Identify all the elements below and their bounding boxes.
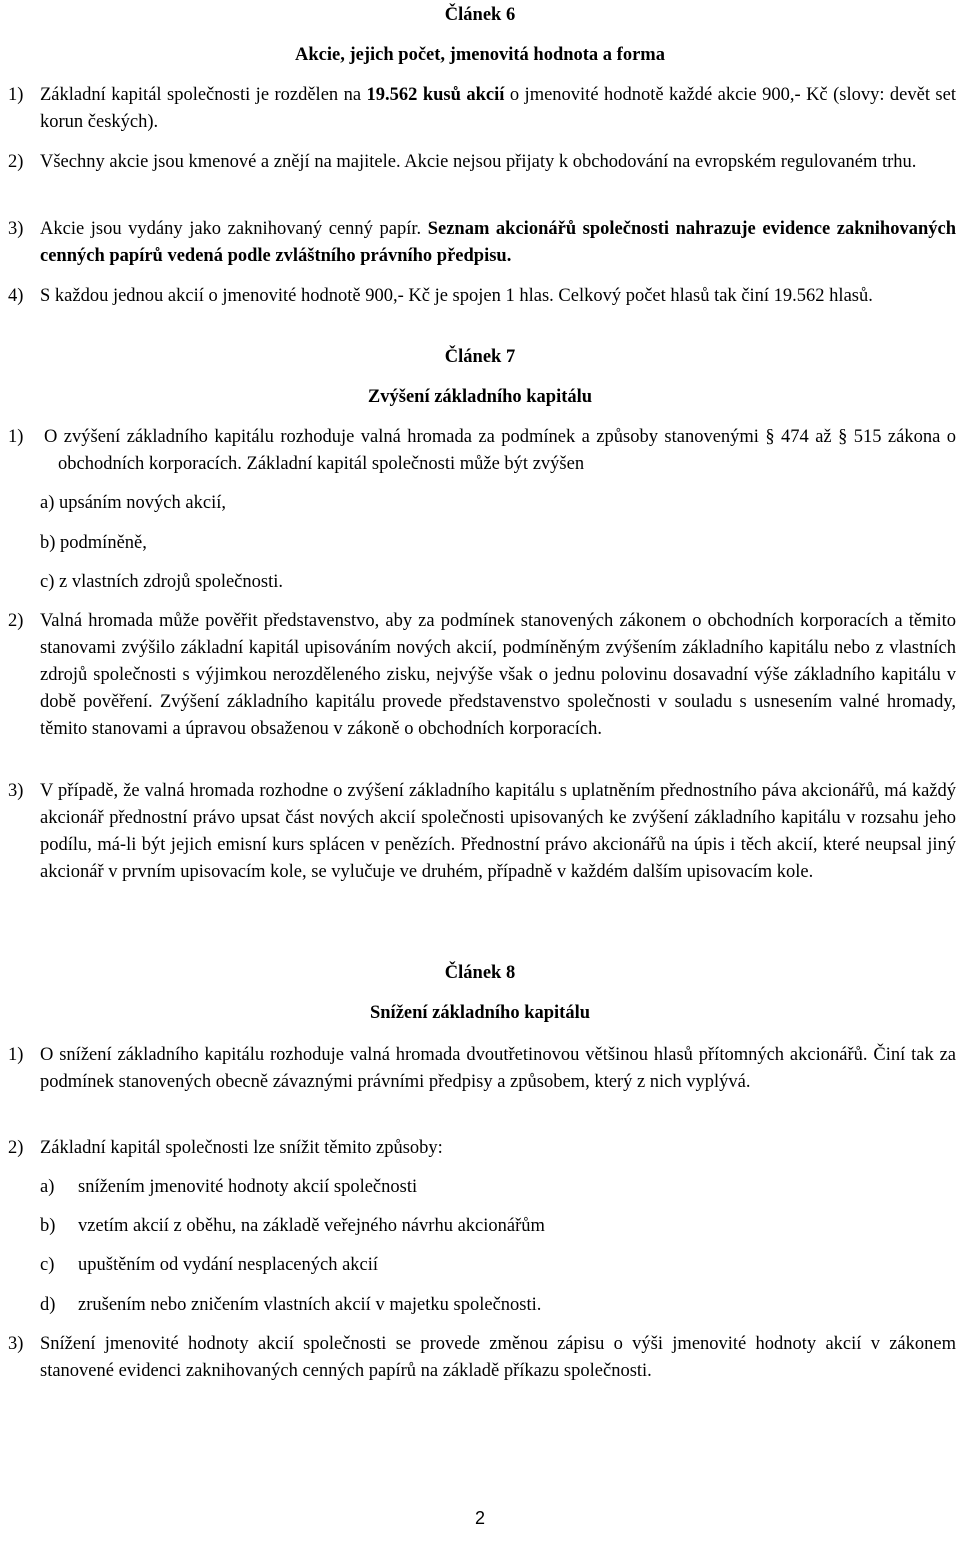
paragraph-text: S každou jednou akcií o jmenovité hodnotě 900,- Kč je spojen 1 hlas. Celkový počet hlasů tak činí 19.562 hlasů.: [40, 286, 873, 306]
paragraph-text: Základní kapitál společnosti lze snížit těmito způsoby:: [40, 1138, 443, 1158]
list-item: [40, 1252, 378, 1279]
article-8-title: Článek 8: [444, 963, 516, 983]
list-item: b) podmíněně,: [40, 533, 147, 553]
list-item: [40, 1174, 417, 1201]
article-7-subtitle: Zvýšení základního kapitálu: [367, 387, 593, 407]
list-item: c) z vlastních zdrojů společnosti.: [40, 572, 284, 592]
paragraph-number: 2): [8, 611, 24, 631]
article-8-paragraph-1: [8, 1042, 956, 1096]
article-7-paragraph-3: [8, 778, 956, 886]
list-item-text: upuštěním od vydání nesplacených akcií: [78, 1255, 379, 1275]
paragraph-number: 2): [8, 152, 24, 172]
paragraph-text: Všechny akcie jsou kmenové a znějí na majitele. Akcie nejsou přijaty k obchodování na evropském regulovaném trhu.: [40, 152, 917, 172]
paragraph-text: Valná hromada může pověřit představenstvo, aby za podmínek stanovených zákonem o obchodních korporacích a těmito stanovami zvýšilo základní kapitál upisováním nových akcií, podmíněným zvýšením základního kapitálu nebo z vlastních zdrojů společnosti s výjimkou nerozděleného zisku, nejvýše však o jednu polovinu dosavadní výše základního kapitálu v době pověření. Zvýšení základního kapitálu provede představenstvo společnosti v souladu s usnesením valné hromady, těmito stanovami a úpravou obsaženou v zákoně o obchodních korporacích.: [40, 611, 956, 739]
paragraph-number: 1): [8, 1045, 24, 1065]
article-6-paragraph-4: [8, 283, 956, 310]
article-6-paragraph-3: [8, 216, 956, 270]
paragraph-text: V případě, že valná hromada rozhodne o zvýšení základního kapitálu s uplatněním přednostního páva akcionářů, má každý akcionář přednostní právo upsat část nových akcií společnosti upisovaných ke zvýšení základního kapitálu v rozsahu jeho podílu, má-li být jejich emisní kurs splácen v penězích. Přednostní právo akcionářů na úpis i těch akcií, které neupsal jiný akcionář v prvním upisovacím kole, se vylučuje ve druhém, případně v každém dalším upisovacím kole.: [40, 781, 956, 882]
paragraph-bold-text: Seznam akcionářů společnosti nahrazuje evidence zaknihovaných cenných papírů vedená podle zvláštního právního předpisu.: [40, 219, 956, 266]
article-6-subtitle: Akcie, jejich počet, jmenovitá hodnota a forma: [295, 45, 665, 65]
paragraph-text: O zvýšení základního kapitálu rozhoduje valná hromada za podmínek a způsoby stanovenými § 474 až § 515 zákona o obchodních korporacích. Základní kapitál společnosti může být zvýšen: [44, 427, 956, 474]
paragraph-number: 3): [8, 781, 24, 801]
paragraph-number: 4): [8, 286, 24, 306]
list-item: [40, 1213, 545, 1240]
page-number: 2: [474, 1508, 485, 1528]
list-item-label: c): [40, 1255, 55, 1275]
article-6-title: Článek 6: [444, 5, 516, 25]
article-8-paragraph-2: [8, 1135, 956, 1162]
article-7-paragraph-1: [8, 424, 956, 478]
paragraph-text: o jmenovité hodnotě každé akcie 900,- Kč (slovy: devět set korun českých).: [40, 85, 956, 132]
article-6-paragraph-1: [8, 82, 956, 136]
article-7-title: Článek 7: [444, 347, 516, 367]
paragraph-number: 1): [8, 427, 24, 447]
paragraph-text: O snížení základního kapitálu rozhoduje valná hromada dvoutřetinovou většinou hlasů přítomných akcionářů. Činí tak za podmínek stanovených obecně závaznými právními předpisy a způsobem, který z nich vyplývá.: [40, 1045, 956, 1092]
list-item-text: zrušením nebo zničením vlastních akcií v majetku společnosti.: [78, 1295, 542, 1315]
list-item-label: d): [40, 1295, 56, 1315]
article-8-paragraph-3: [8, 1331, 956, 1385]
paragraph-number: 3): [8, 219, 24, 239]
article-8-subtitle: Snížení základního kapitálu: [369, 1003, 591, 1023]
paragraph-text: Snížení jmenovité hodnoty akcií společnosti se provede změnou zápisu o výši jmenovité hodnoty akcií v zákonem stanovené evidenci zaknihovaných cenných papírů na základě příkazu společnosti.: [40, 1334, 956, 1381]
list-item-text: snížením jmenovité hodnoty akcií společnosti: [78, 1177, 418, 1197]
paragraph-number: 3): [8, 1334, 24, 1354]
paragraph-text: Akcie jsou vydány jako zaknihovaný cenný papír.: [40, 219, 428, 239]
list-item: a) upsáním nových akcií,: [40, 493, 226, 513]
article-6-paragraph-2: [8, 149, 956, 176]
paragraph-number: 1): [8, 85, 24, 105]
list-item-text: vzetím akcií z oběhu, na základě veřejného návrhu akcionářům: [78, 1216, 545, 1236]
paragraph-number: 2): [8, 1138, 24, 1158]
paragraph-text: Základní kapitál společnosti je rozdělen na: [40, 85, 367, 105]
list-item-label: a): [40, 1177, 55, 1197]
article-7-paragraph-2: [8, 608, 956, 743]
list-item-label: b): [40, 1216, 56, 1236]
list-item: [40, 1292, 541, 1319]
paragraph-bold-text: 19.562 kusů akcií: [366, 85, 505, 105]
